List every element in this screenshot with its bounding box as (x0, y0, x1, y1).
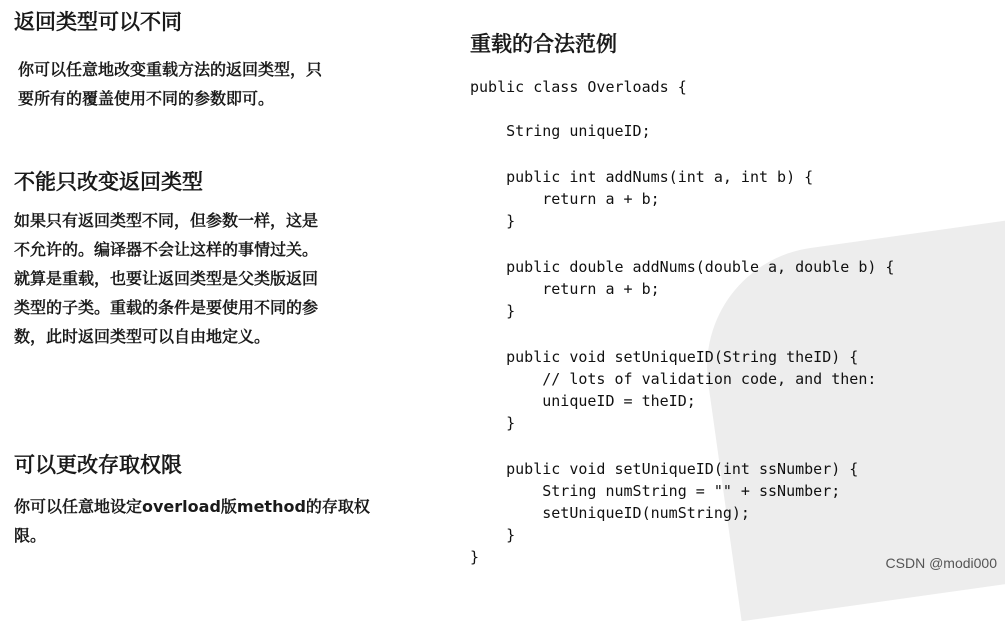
code-line: public void setUniqueID(String theID) { (470, 348, 859, 366)
paragraph-line: 就算是重载，也要让返回类型是父类版返回 (14, 269, 319, 288)
code-line: } (470, 526, 516, 544)
code-line: public int addNums(int a, int b) { (470, 168, 814, 186)
section-title-cannot-only-change-return-type: 不能只改变返回类型 (14, 170, 203, 194)
code-line: } (470, 414, 516, 432)
code-line: return a + b; (470, 280, 660, 298)
example-title: 重载的合法范例 (470, 32, 617, 56)
code-line: public class Overloads { (470, 78, 687, 96)
code-line: uniqueID = theID; (470, 392, 696, 410)
section-body-access-modifier (14, 492, 454, 550)
code-line: } (470, 302, 516, 320)
section-title-return-type-can-differ: 返回类型可以不同 (14, 10, 182, 34)
section-body-cannot-only-change-return-type (14, 206, 454, 351)
code-line: return a + b; (470, 190, 660, 208)
code-line: String uniqueID; (470, 122, 651, 140)
section-body-return-type-can-differ (18, 55, 448, 113)
paragraph-line: 不允许的。编译器不会让这样的事情过关。 (14, 240, 319, 259)
code-line: } (470, 548, 480, 566)
paragraph-line: 限。 (14, 526, 47, 545)
paragraph-line: 类型的子类。重载的条件是要使用不同的参 (14, 298, 319, 317)
code-line: setUniqueID(numString); (470, 504, 750, 522)
paragraph-line: 你可以任意地设定overload版method的存取权 (14, 497, 370, 516)
paragraph-line: 你可以任意地改变重载方法的返回类型，只 (18, 60, 323, 79)
code-line: public double addNums(double a, double b) { (470, 258, 895, 276)
footer-credit: CSDN @modi000 (885, 555, 997, 571)
paragraph-line: 数，此时返回类型可以自由地定义。 (14, 327, 271, 346)
section-title-access-modifier: 可以更改存取权限 (14, 453, 182, 477)
code-line: String numString = "" + ssNumber; (470, 482, 841, 500)
code-line: } (470, 212, 516, 230)
paragraph-line: 要所有的覆盖使用不同的参数即可。 (18, 89, 275, 108)
paragraph-line: 如果只有返回类型不同，但参数一样，这是 (14, 211, 319, 230)
code-line: public void setUniqueID(int ssNumber) { (470, 460, 859, 478)
code-line: // lots of validation code, and then: (470, 370, 877, 388)
